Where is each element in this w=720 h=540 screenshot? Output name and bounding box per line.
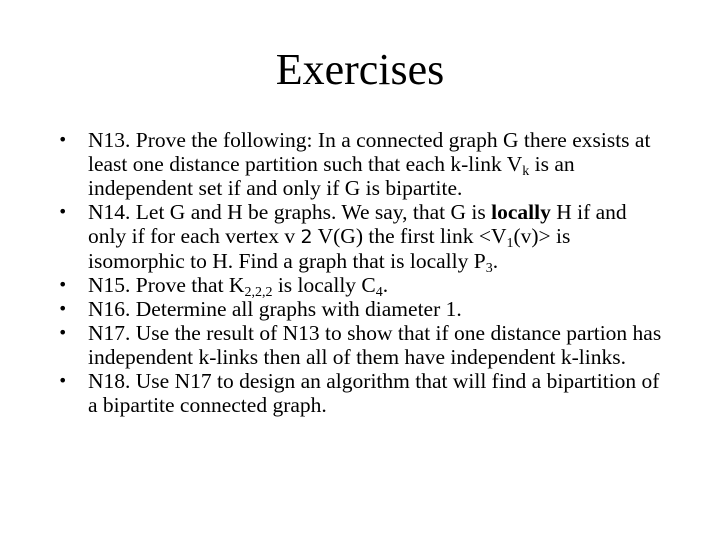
bullet-icon: • <box>58 323 68 342</box>
n13-subscript: k <box>522 164 530 179</box>
n14-text: N14. Let G and H be graphs. We say, that G is <box>88 200 492 224</box>
list-item-n18 <box>58 369 668 417</box>
n14-text-end: . <box>492 249 499 273</box>
n14-text-4: (v)> is isomorphic to H. Find a graph that is locally P <box>88 224 571 273</box>
n14-text-3: V(G) the first link <V <box>312 224 507 248</box>
list-item-n17 <box>58 321 668 369</box>
n14-subscript-1: 1 <box>506 236 514 251</box>
element-of-symbol: 2 <box>300 226 313 248</box>
exercise-list <box>58 128 668 417</box>
n15-text-end: . <box>382 273 389 297</box>
n15-subscript-1: 2,2,2 <box>244 285 273 300</box>
n14-text-2: H if and only if for each vertex v <box>88 200 627 248</box>
list-item-n13 <box>58 128 668 200</box>
n15-subscript-2: 4 <box>375 285 383 300</box>
bullet-icon: • <box>58 130 68 149</box>
n15-text-2: is locally C <box>272 273 376 297</box>
slide-title: Exercises <box>275 45 445 94</box>
list-item-n15 <box>58 273 668 300</box>
n14-subscript-2: 3 <box>485 261 493 276</box>
bullet-icon: • <box>58 202 68 221</box>
n18-text: N18. Use N17 to design an algorithm that will find a bipartition of a bipartite connected graph. <box>88 369 660 417</box>
bullet-icon: • <box>58 275 68 294</box>
n13-text: N13. Prove the following: In a connected graph G there exsists at least one distance partition such that each k-link V <box>88 128 651 176</box>
list-item-n16 <box>58 297 668 321</box>
n16-text: N16. Determine all graphs with diameter 1. <box>88 297 462 321</box>
n17-text: N17. Use the result of N13 to show that if one distance partion has independent k-links then all of them have independent k-links. <box>88 321 662 369</box>
bullet-icon: • <box>58 371 68 390</box>
n13-text-end: is an independent set if and only if G is bipartite. <box>88 152 575 200</box>
n15-text: N15. Prove that K <box>88 273 245 297</box>
bullet-icon: • <box>58 299 68 318</box>
n14-bold-term: locally <box>491 200 551 224</box>
list-item-n14 <box>58 200 668 276</box>
